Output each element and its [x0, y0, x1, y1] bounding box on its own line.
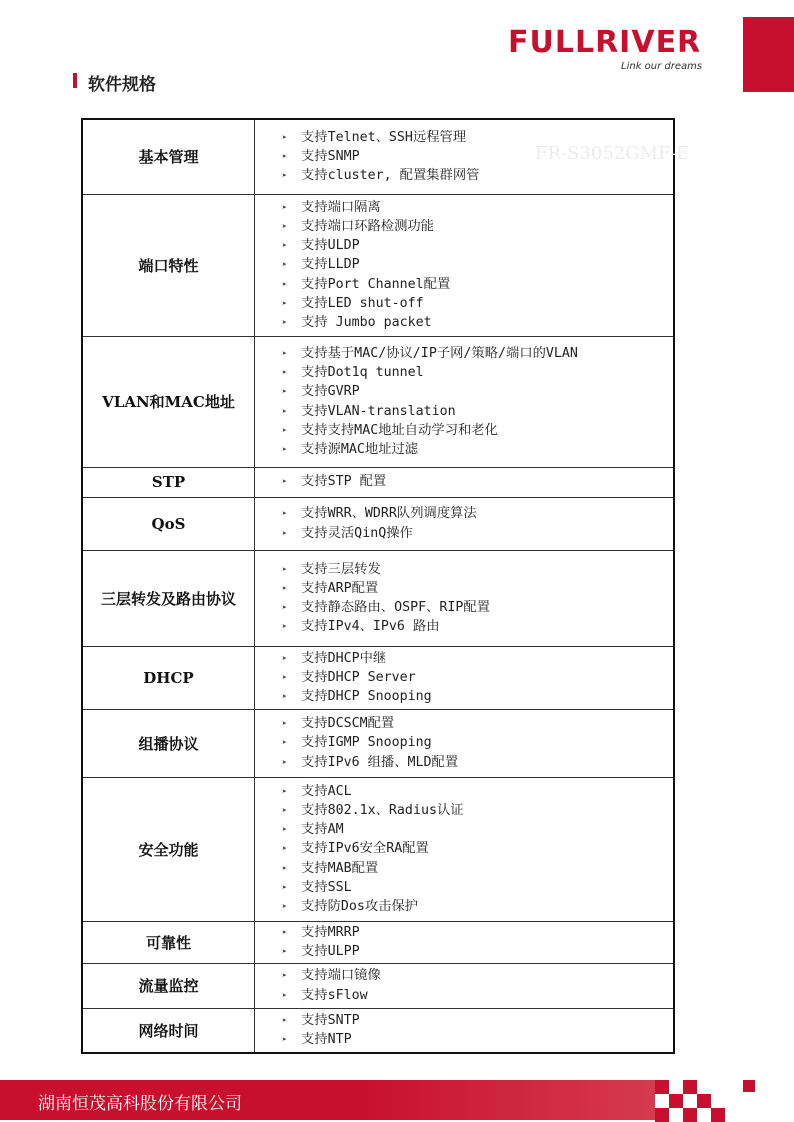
feature-item: ➤ 支持IPv6 组播、MLD配置 [301, 753, 673, 772]
feature-list [301, 923, 673, 961]
feature-item: ➤ 支持NTP [301, 1030, 673, 1049]
feature-item: ➤ 支持802.1x、Radius认证 [301, 801, 673, 820]
feature-item: ➤ 支持IPv4、IPv6 路由 [301, 617, 673, 636]
spec-row [82, 963, 674, 1008]
spec-features [255, 963, 675, 1008]
spec-row [82, 709, 674, 777]
feature-list [301, 649, 673, 707]
footer-square [711, 1108, 725, 1122]
feature-item: ➤ 支持ULDP [301, 236, 673, 255]
spec-category: 基本管理 [82, 119, 255, 194]
feature-list [301, 344, 673, 459]
spec-category: QoS [82, 497, 255, 550]
feature-item: ➤ 支持sFlow [301, 986, 673, 1005]
spec-features [255, 1008, 675, 1053]
feature-item: ➤ 支持SNTP [301, 1011, 673, 1030]
logo-tagline: Link our dreams [621, 61, 703, 72]
feature-item: ➤ 支持LED shut-off [301, 294, 673, 313]
feature-item: ➤ 支持ACL [301, 782, 673, 801]
feature-item: ➤ 支持三层转发 [301, 560, 673, 579]
footer-square [655, 1108, 669, 1122]
spec-features [255, 194, 675, 336]
footer-square [655, 1080, 669, 1094]
spec-category: 安全功能 [82, 777, 255, 921]
footer-square [669, 1094, 683, 1108]
spec-category: 端口特性 [82, 194, 255, 336]
spec-row [82, 550, 674, 646]
feature-item: ➤ 支持 Jumbo packet [301, 313, 673, 332]
footer-company: 湖南恒茂高科股份有限公司 [38, 1094, 242, 1114]
feature-item: ➤ 支持DHCP Server [301, 668, 673, 687]
feature-item: ➤ 支持静态路由、OSPF、RIP配置 [301, 598, 673, 617]
spec-features [255, 921, 675, 963]
feature-item: ➤ 支持WRR、WDRR队列调度算法 [301, 504, 673, 523]
spec-category: 流量监控 [82, 963, 255, 1008]
feature-item: ➤ 支持SNMP [301, 147, 673, 166]
feature-item: ➤ 支持ULPP [301, 942, 673, 961]
feature-item: ➤ 支持MAB配置 [301, 859, 673, 878]
feature-item: ➤ 支持cluster, 配置集群网管 [301, 166, 673, 185]
spec-features [255, 336, 675, 467]
spec-category: 网络时间 [82, 1008, 255, 1053]
feature-item: ➤ 支持支持MAC地址自动学习和老化 [301, 421, 673, 440]
spec-features [255, 550, 675, 646]
feature-item: ➤ 支持DCSCM配置 [301, 714, 673, 733]
feature-list [301, 504, 673, 542]
footer-square [683, 1108, 697, 1122]
feature-item: ➤ 支持源MAC地址过滤 [301, 440, 673, 459]
feature-list [301, 782, 673, 916]
section-title: 软件规格 [88, 75, 156, 95]
spec-row [82, 336, 674, 467]
feature-item: ➤ 支持Port Channel配置 [301, 275, 673, 294]
spec-category: 可靠性 [82, 921, 255, 963]
spec-category: STP [82, 467, 255, 497]
spec-row [82, 646, 674, 709]
feature-item: ➤ 支持端口隔离 [301, 198, 673, 217]
feature-item: ➤ 支持基于MAC/协议/IP子网/策略/端口的VLAN [301, 344, 673, 363]
feature-list [301, 560, 673, 637]
feature-item: ➤ 支持SSL [301, 878, 673, 897]
spec-table [81, 118, 675, 1054]
feature-item: ➤ 支持IGMP Snooping [301, 733, 673, 752]
feature-item: ➤ 支持ARP配置 [301, 579, 673, 598]
feature-list [301, 472, 673, 491]
feature-item: ➤ 支持防Dos攻击保护 [301, 897, 673, 916]
feature-list [301, 1011, 673, 1049]
feature-item: ➤ 支持端口镜像 [301, 966, 673, 985]
spec-table-body [82, 119, 674, 1053]
spec-features [255, 777, 675, 921]
spec-row [82, 777, 674, 921]
spec-row [82, 497, 674, 550]
feature-item: ➤ 支持灵活QinQ操作 [301, 524, 673, 543]
fullriver-logo: FULLRIVER [508, 25, 702, 60]
feature-item: ➤ 支持DHCP Snooping [301, 687, 673, 706]
footer-square [743, 1080, 755, 1092]
feature-item: ➤ 支持MRRP [301, 923, 673, 942]
footer-square [697, 1094, 711, 1108]
feature-item: ➤ 支持DHCP中继 [301, 649, 673, 668]
spec-row [82, 1008, 674, 1053]
feature-item: ➤ 支持AM [301, 820, 673, 839]
spec-features [255, 467, 675, 497]
feature-item: ➤ 支持GVRP [301, 382, 673, 401]
feature-list [301, 198, 673, 332]
spec-category: 三层转发及路由协议 [82, 550, 255, 646]
spec-features [255, 646, 675, 709]
model-watermark: FR-S3052GMF-E [535, 143, 689, 164]
feature-item: ➤ 支持LLDP [301, 255, 673, 274]
feature-item: ➤ 支持端口环路检测功能 [301, 217, 673, 236]
spec-row [82, 921, 674, 963]
footer-square [683, 1080, 697, 1094]
spec-category: 组播协议 [82, 709, 255, 777]
spec-category: DHCP [82, 646, 255, 709]
spec-row [82, 467, 674, 497]
feature-list [301, 966, 673, 1004]
feature-item: ➤ 支持VLAN-translation [301, 402, 673, 421]
header-red-block [743, 17, 794, 92]
feature-list [301, 714, 673, 772]
spec-features [255, 709, 675, 777]
feature-item: ➤ 支持STP 配置 [301, 472, 673, 491]
spec-features [255, 497, 675, 550]
feature-item: ➤ 支持IPv6安全RA配置 [301, 839, 673, 858]
section-marker [73, 73, 77, 88]
spec-category: VLAN和MAC地址 [82, 336, 255, 467]
feature-item: ➤ 支持Dot1q tunnel [301, 363, 673, 382]
spec-row [82, 194, 674, 336]
feature-item: ➤ 支持Telnet、SSH远程管理 [301, 128, 673, 147]
